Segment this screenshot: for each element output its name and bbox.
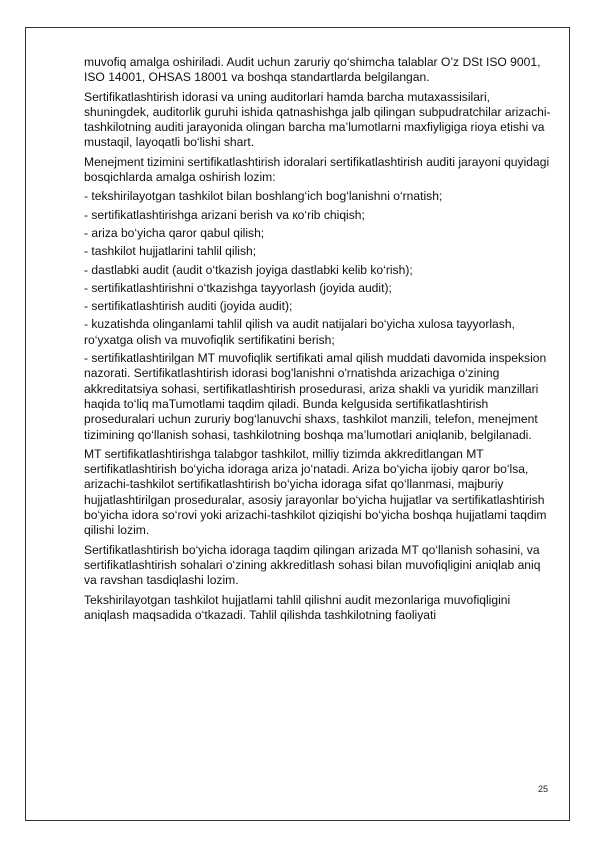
list-item: - sertifikatlashtirilgan MT muvofiqlik sertifikati amal qilish muddati davomida inspeksion nazorati. Sertifikatlashtirish idorasi bog'lanishni o'rnatishda arizachiga o‘zining akkreditatsiya sohasi, sertifikatlashtirish prosedurasi, ariza shakli va yuridik manzillari haqida to‘liq maTumotlami taqdim qiladi. Bunda kelgusida sertifikatlashtirish proseduralari uchun zururiy bog‘lanuvchi shaxs, tashkilot manzili, telefon, menejment tizimining qo‘llanish sohasi, tashkilotning boshqa ma’lumotlari aniqlanib, belgilanadi. (84, 351, 547, 442)
list-item: - dastlabki audit (audit o‘tkazish joyiga dastlabki kelib ko‘rish); (84, 262, 413, 277)
list-item: - tekshirilayotgan tashkilot bilan boshlang‘ich bog‘lanishni o‘rnatish; (84, 189, 443, 204)
stage-list (84, 189, 554, 442)
list-item: - tashkilot hujjatlarini tahlil qilish; (84, 244, 257, 259)
paragraph-intro: muvofiq amalga oshiriladi. Audit uchun zaruriy qo‘shimcha talablar O’z DSt ISO 9001, ISO 14001, OHSAS 18001 va boshqa standartlarda belgilangan. (84, 55, 541, 85)
paragraph-scope: Sertifikatlashtirish bo‘yicha idoraga taqdim qilingan arizada MT qo‘llanish sohasini, va sertifikatlashtirish sohalari o‘zining akkreditlash sohasi bilan muvofiqligini aniqlab aniq va ravshan tasdiqlashi lozim. (84, 542, 541, 588)
list-item: - sertifikatlashtirishga arizani berish va кo‘rib chiqish; (84, 207, 365, 222)
paragraph-confidentiality: Sertifikatlashtirish idorasi va uning auditorlari hamda barcha mutaxassisilari, shuningdek, auditorlik guruhi ishida qatnashishga jalb qilingan subpudratchilar arizachi-tashkilotning auditi jarayonida olingan barcha ma’lumotlarni maxfiyligiga rioya etishi va mustaqil, layoqatli bo‘lishi shart. (84, 89, 551, 150)
list-item: - sertifikatlashtirish auditi (joyida audit); (84, 299, 293, 314)
list-item: - kuzatishda olinganlami tahlil qilish va audit natijalari bo‘yicha xulosa tayyorlash, ro‘yxatga olish va muvofiqlik sertifikatini berish; (84, 317, 515, 347)
paragraph-document-review: Tekshirilayotgan tashkilot hujjatlami tahlil qilishni audit mezonlariga muvofiqligini aniqlash maqsadida o‘tkazadi. Tahlil qilishda tashkilotning faoliyati (84, 592, 511, 622)
list-item: - sertifikatlashtirishni o‘tkazishga tayyorlash (joyida audit); (84, 280, 392, 295)
paragraph-application: MT sertifikatlashtirishga talabgor tashkilot, milliy tizimda akkreditlangan MT sertifikatlashtirish bo‘yicha idoraga ariza jo‘natadi. Ariza bo‘yicha ijobiy qaror bo‘lsa, arizachi-tashkilot sertifikatlashtirish bo‘yicha idoraga sifat qo‘llanmasi, majburiy hujjatlashtirilgan proseduralar, asosiy jarayonlar bo‘yicha hujjatlar va sertifikatlashtirish bo‘yicha idora so‘rovi yoki arizachi-tashkilot qiziqishi bo‘yicha boshqa hujjatlami taqdim qilishi lozim. (84, 446, 547, 538)
list-item: - ariza bo‘yicha qaror qabul qilish; (84, 225, 265, 240)
document-body (84, 55, 554, 623)
paragraph-stages: Menejment tizimini sertifikatlashtirish idoralari sertifikatlashtirish auditi jarayoni quyidagi bosqichlarda amalga oshirish lozim: (84, 154, 550, 185)
page-number: 25 (537, 784, 548, 794)
